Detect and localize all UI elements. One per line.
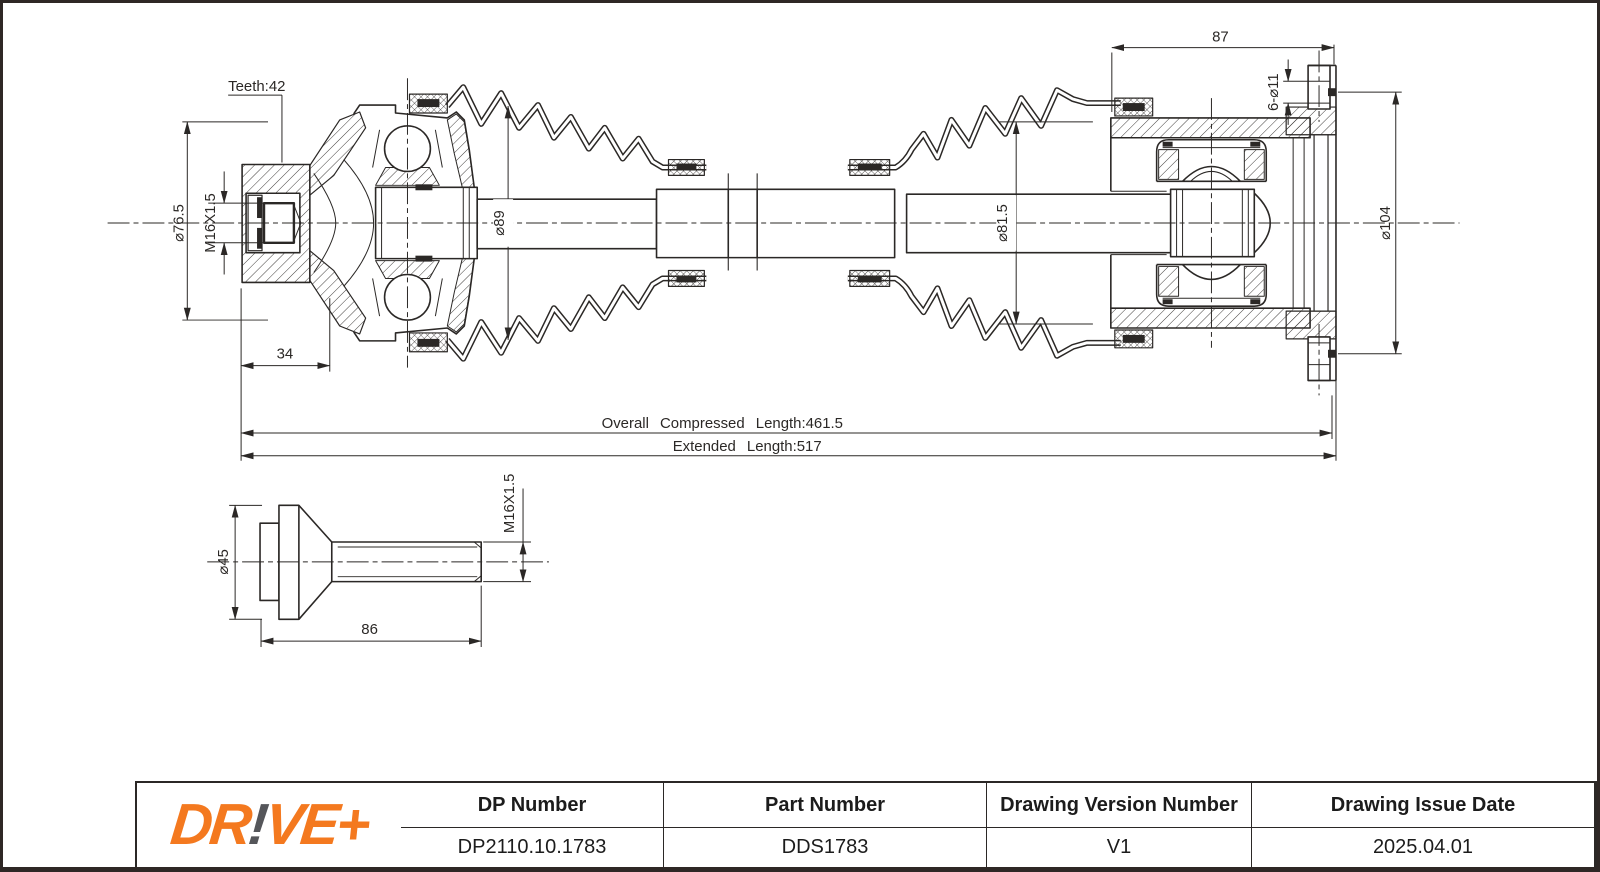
part-number-value: DDS1783 bbox=[664, 828, 987, 867]
joint-width-label: 87 bbox=[1212, 29, 1229, 46]
dp-number-header: DP Number bbox=[401, 783, 664, 828]
extended-length-label: Extended Length:517 bbox=[672, 438, 822, 455]
logo-part-dr: DR bbox=[167, 792, 253, 857]
dp-number-value: DP2110.10.1783 bbox=[401, 828, 664, 867]
teeth-count-label: Teeth:42 bbox=[228, 79, 286, 96]
boot-left-od-label: ⌀89 bbox=[492, 210, 509, 236]
bolt-circle-label: ⌀104 bbox=[1377, 206, 1394, 240]
issue-date-value: 2025.04.01 bbox=[1252, 828, 1595, 867]
axle-drawing bbox=[3, 3, 1597, 867]
compressed-length-label: Overall Compressed Length:461.5 bbox=[601, 416, 843, 433]
part-number-header: Part Number bbox=[664, 783, 987, 828]
hub-length-label: 34 bbox=[276, 346, 294, 363]
shaft-break-lines bbox=[728, 173, 757, 270]
drawing-version-header: Drawing Version Number bbox=[987, 783, 1252, 828]
bolt-head-od-label: ⌀45 bbox=[216, 549, 233, 575]
boot-right-od-label: ⌀81.5 bbox=[995, 204, 1012, 242]
bolt-holes-label: 6-⌀11 bbox=[1266, 73, 1283, 111]
drawing-version-value: V1 bbox=[987, 828, 1252, 867]
spline-od-label: ⌀76.5 bbox=[171, 204, 188, 242]
logo-part-ve: VE+ bbox=[261, 792, 371, 857]
bolt-thread-label: M16X1.5 bbox=[502, 473, 519, 534]
brand-logo bbox=[137, 783, 401, 867]
bolt-length-label: 86 bbox=[361, 622, 378, 639]
thread-bore-label: M16X1.5 bbox=[203, 193, 220, 253]
drive-plus-logo bbox=[167, 792, 371, 857]
axle-shaft bbox=[477, 173, 1173, 270]
issue-date-header: Drawing Issue Date bbox=[1252, 783, 1595, 828]
title-block bbox=[135, 781, 1597, 867]
logo-exclamation: ! bbox=[245, 792, 269, 857]
